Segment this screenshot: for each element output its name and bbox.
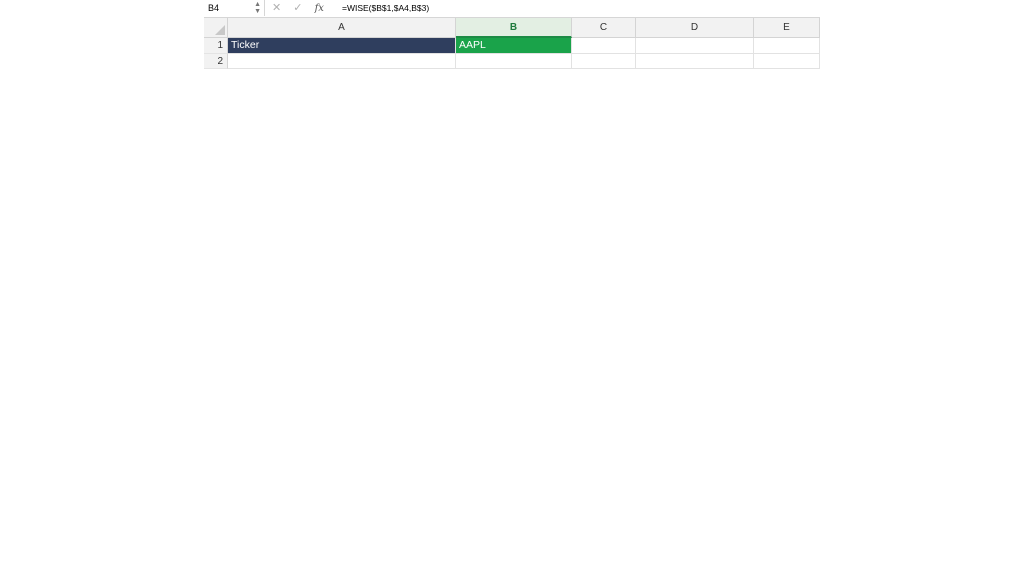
cell-a1[interactable]: Ticker	[228, 38, 456, 54]
sheet-grid	[204, 38, 820, 69]
name-box-stepper-icon[interactable]: ▲ ▼	[254, 1, 261, 15]
cell-e1[interactable]	[754, 38, 820, 54]
cell-d2[interactable]	[636, 54, 754, 70]
cell-d1[interactable]	[636, 38, 754, 54]
cell-c2[interactable]	[572, 54, 636, 70]
enter-icon[interactable]: ✓	[293, 2, 303, 14]
spreadsheet	[204, 0, 820, 585]
column-header-a[interactable]: A	[228, 18, 456, 38]
select-all-corner[interactable]	[204, 18, 228, 38]
formula-input[interactable]: =WISE($B$1,$A4,B$3)	[342, 3, 430, 13]
cell-e2[interactable]	[754, 54, 820, 70]
name-box[interactable]	[204, 0, 265, 16]
row-header-2[interactable]: 2	[204, 54, 228, 70]
column-header-b[interactable]: B	[456, 18, 572, 38]
name-box-value: B4	[208, 3, 220, 13]
cell-b1[interactable]: AAPL	[456, 38, 572, 54]
sheet-row-2	[204, 54, 820, 70]
sheet-row-1	[204, 38, 820, 54]
cancel-icon[interactable]: ✕	[272, 2, 282, 14]
column-header-e[interactable]: E	[754, 18, 820, 38]
insert-function-icon[interactable]: fx	[314, 3, 324, 14]
row-header-1[interactable]: 1	[204, 38, 228, 54]
cell-b2[interactable]	[456, 54, 572, 70]
cell-a2[interactable]	[228, 54, 456, 70]
column-header-c[interactable]: C	[572, 18, 636, 38]
cell-c1[interactable]	[572, 38, 636, 54]
column-header-d[interactable]: D	[636, 18, 754, 38]
formula-bar-icons	[272, 1, 333, 17]
formula-bar	[204, 0, 820, 18]
